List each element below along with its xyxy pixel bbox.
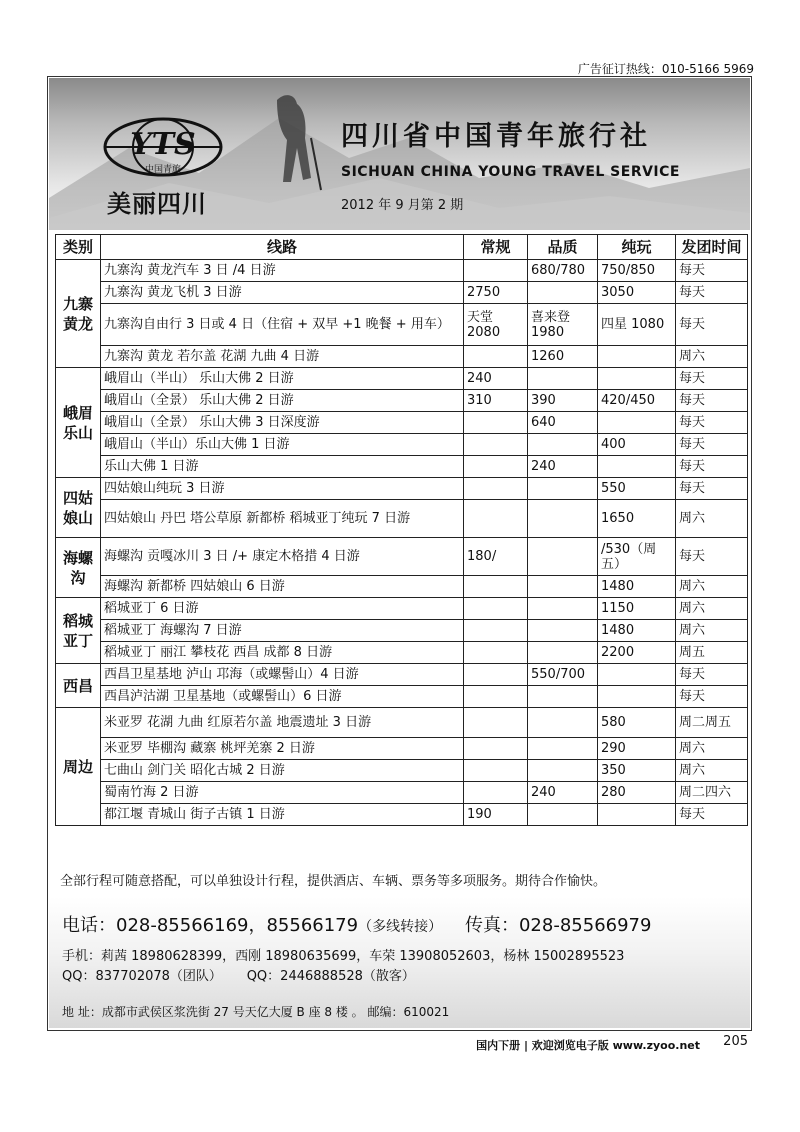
quality-price-cell	[528, 282, 598, 304]
pure-price-cell	[598, 456, 676, 478]
regular-price-cell: 240	[464, 368, 528, 390]
quality-price-cell: 640	[528, 412, 598, 434]
category-cell: 海螺 沟	[56, 538, 101, 598]
agency-title-en: SICHUAN CHINA YOUNG TRAVEL SERVICE	[341, 164, 680, 180]
header-regular: 常规	[464, 235, 528, 260]
regular-price-cell: 天堂 2080	[464, 304, 528, 346]
qq-individual: QQ：2446888528（散客）	[246, 969, 415, 984]
logo-text: YTS	[130, 127, 196, 162]
quality-price-cell: 240	[528, 782, 598, 804]
quality-price-cell	[528, 686, 598, 708]
regular-price-cell: 310	[464, 390, 528, 412]
departure-cell: 周六	[676, 620, 748, 642]
phone-line	[62, 911, 651, 937]
quality-price-cell	[528, 576, 598, 598]
route-cell: 西昌泸沽湖 卫星基地（或螺髻山）6 日游	[101, 686, 464, 708]
regular-price-cell	[464, 760, 528, 782]
departure-cell: 周二周五	[676, 708, 748, 738]
mobile-line: 手机：莉茜 18980628399，西刚 18980635699，车荣 13908052603，杨林 15002895523	[62, 949, 625, 964]
route-cell: 九寨沟 黄龙飞机 3 日游	[101, 282, 464, 304]
pure-price-cell: 1650	[598, 500, 676, 538]
pure-price-cell: 1480	[598, 620, 676, 642]
table-row	[56, 412, 748, 434]
route-cell: 乐山大佛 1 日游	[101, 456, 464, 478]
route-cell: 西昌卫星基地 泸山 邛海（或螺髻山）4 日游	[101, 664, 464, 686]
departure-cell: 每天	[676, 304, 748, 346]
address-line: 地 址：成都市武侯区浆洗街 27 号天亿大厦 B 座 8 楼 。 邮编：610021	[62, 1005, 450, 1019]
route-cell: 九寨沟 黄龙汽车 3 日 /4 日游	[101, 260, 464, 282]
page-frame	[47, 76, 752, 1031]
service-note: 全部行程可随意搭配，可以单独设计行程，提供酒店、车辆、票务等多项服务。期待合作愉快。	[60, 874, 607, 889]
regular-price-cell	[464, 412, 528, 434]
pure-price-cell: 280	[598, 782, 676, 804]
table-row	[56, 664, 748, 686]
quality-price-cell: 1260	[528, 346, 598, 368]
quality-price-cell	[528, 368, 598, 390]
quality-price-cell	[528, 538, 598, 576]
route-cell: 米亚罗 花湖 九曲 红原若尔盖 地震遗址 3 日游	[101, 708, 464, 738]
quality-price-cell	[528, 598, 598, 620]
regular-price-cell	[464, 620, 528, 642]
category-cell: 四姑 娘山	[56, 478, 101, 538]
table-row	[56, 642, 748, 664]
departure-cell: 每天	[676, 434, 748, 456]
table-row	[56, 620, 748, 642]
table-row	[56, 304, 748, 346]
route-cell: 峨眉山（全景） 乐山大佛 2 日游	[101, 390, 464, 412]
departure-cell: 每天	[676, 282, 748, 304]
table-row	[56, 434, 748, 456]
table-row	[56, 456, 748, 478]
regular-price-cell	[464, 260, 528, 282]
regular-price-cell	[464, 434, 528, 456]
table-row	[56, 478, 748, 500]
route-cell: 峨眉山（半山）乐山大佛 1 日游	[101, 434, 464, 456]
quality-price-cell: 喜来登 1980	[528, 304, 598, 346]
table-row	[56, 390, 748, 412]
regular-price-cell	[464, 738, 528, 760]
route-cell: 四姑娘山 丹巴 塔公草原 新都桥 稻城亚丁纯玩 7 日游	[101, 500, 464, 538]
quality-price-cell: 680/780	[528, 260, 598, 282]
departure-cell: 周五	[676, 642, 748, 664]
pure-price-cell: 四星 1080	[598, 304, 676, 346]
pure-price-cell: 550	[598, 478, 676, 500]
quality-price-cell	[528, 642, 598, 664]
route-cell: 蜀南竹海 2 日游	[101, 782, 464, 804]
regular-price-cell	[464, 664, 528, 686]
route-cell: 稻城亚丁 6 日游	[101, 598, 464, 620]
pure-price-cell	[598, 346, 676, 368]
fax-label: 传真：	[464, 915, 519, 936]
regular-price-cell	[464, 478, 528, 500]
header-quality: 品质	[528, 235, 598, 260]
routes-body	[56, 260, 748, 826]
route-cell: 九寨沟自由行 3 日或 4 日（住宿 + 双早 +1 晚餐 + 用车）	[101, 304, 464, 346]
quality-price-cell	[528, 478, 598, 500]
regular-price-cell	[464, 686, 528, 708]
pure-price-cell: 1480	[598, 576, 676, 598]
pure-price-cell	[598, 686, 676, 708]
pure-price-cell	[598, 412, 676, 434]
departure-cell: 每天	[676, 538, 748, 576]
header-category: 类别	[56, 235, 101, 260]
table-row	[56, 598, 748, 620]
departure-cell: 每天	[676, 804, 748, 826]
issue-date: 2012 年 9 月第 2 期	[341, 198, 464, 213]
table-row	[56, 500, 748, 538]
pure-price-cell: 290	[598, 738, 676, 760]
quality-price-cell	[528, 434, 598, 456]
departure-cell: 周六	[676, 346, 748, 368]
regular-price-cell	[464, 782, 528, 804]
brand-slogan: 美丽四川	[107, 189, 207, 218]
table-row	[56, 760, 748, 782]
departure-cell: 每天	[676, 390, 748, 412]
departure-cell: 每天	[676, 478, 748, 500]
route-cell: 九寨沟 黄龙 若尔盖 花湖 九曲 4 日游	[101, 346, 464, 368]
phone-label: 电话：	[62, 915, 116, 936]
route-cell: 峨眉山（全景） 乐山大佛 3 日深度游	[101, 412, 464, 434]
route-cell: 七曲山 剑门关 昭化古城 2 日游	[101, 760, 464, 782]
regular-price-cell: 190	[464, 804, 528, 826]
route-cell: 海螺沟 新都桥 四姑娘山 6 日游	[101, 576, 464, 598]
departure-cell: 每天	[676, 686, 748, 708]
pure-price-cell: 2200	[598, 642, 676, 664]
table-row	[56, 538, 748, 576]
qq-team: QQ：837702078（团队）	[62, 969, 222, 984]
quality-price-cell	[528, 738, 598, 760]
route-cell: 米亚罗 毕棚沟 藏寨 桃坪羌寨 2 日游	[101, 738, 464, 760]
fax-number: 028-85566979	[518, 915, 652, 936]
table-row	[56, 804, 748, 826]
table-row	[56, 708, 748, 738]
header-banner	[49, 78, 750, 230]
route-cell: 稻城亚丁 丽江 攀枝花 西昌 成都 8 日游	[101, 642, 464, 664]
pure-price-cell	[598, 368, 676, 390]
table-row	[56, 282, 748, 304]
category-cell: 西昌	[56, 664, 101, 708]
departure-cell: 周六	[676, 500, 748, 538]
regular-price-cell	[464, 456, 528, 478]
table-row	[56, 576, 748, 598]
quality-price-cell	[528, 760, 598, 782]
quality-price-cell: 550/700	[528, 664, 598, 686]
pure-price-cell: 350	[598, 760, 676, 782]
table-row	[56, 782, 748, 804]
route-cell: 都江堰 青城山 街子古镇 1 日游	[101, 804, 464, 826]
regular-price-cell	[464, 642, 528, 664]
quality-price-cell	[528, 620, 598, 642]
header-departure: 发团时间	[676, 235, 748, 260]
table-header-row	[56, 235, 748, 260]
qq-line	[62, 965, 415, 984]
quality-price-cell: 240	[528, 456, 598, 478]
pure-price-cell: 750/850	[598, 260, 676, 282]
pure-price-cell: 580	[598, 708, 676, 738]
logo-subtext: 中国青旅	[144, 165, 182, 175]
regular-price-cell	[464, 500, 528, 538]
category-cell: 九寨 黄龙	[56, 260, 101, 368]
route-cell: 四姑娘山纯玩 3 日游	[101, 478, 464, 500]
agency-title-cn: 四川省中国青年旅行社	[341, 121, 651, 152]
regular-price-cell	[464, 576, 528, 598]
table-row	[56, 368, 748, 390]
route-cell: 峨眉山（半山） 乐山大佛 2 日游	[101, 368, 464, 390]
departure-cell: 每天	[676, 412, 748, 434]
table-row	[56, 686, 748, 708]
departure-cell: 周六	[676, 576, 748, 598]
header-pure: 纯玩	[598, 235, 676, 260]
phone-note: （多线转接）	[358, 919, 443, 935]
page-number: 205	[723, 1034, 748, 1049]
pure-price-cell: 3050	[598, 282, 676, 304]
pure-price-cell: 420/450	[598, 390, 676, 412]
pure-price-cell: 400	[598, 434, 676, 456]
regular-price-cell: 180/	[464, 538, 528, 576]
routes-table	[55, 234, 748, 826]
regular-price-cell	[464, 708, 528, 738]
route-cell: 稻城亚丁 海螺沟 7 日游	[101, 620, 464, 642]
pure-price-cell	[598, 804, 676, 826]
category-cell: 周边	[56, 708, 101, 826]
phone-numbers[interactable]: 028-85566169，85566179	[116, 915, 359, 936]
regular-price-cell	[464, 346, 528, 368]
pure-price-cell	[598, 664, 676, 686]
departure-cell: 周六	[676, 598, 748, 620]
departure-cell: 每天	[676, 260, 748, 282]
departure-cell: 周六	[676, 760, 748, 782]
footer-text: 国内下册 | 欢迎浏览电子版 www.zyoo.net	[476, 1039, 700, 1052]
departure-cell: 每天	[676, 368, 748, 390]
category-cell: 稻城 亚丁	[56, 598, 101, 664]
departure-cell: 周六	[676, 738, 748, 760]
departure-cell: 周二四六	[676, 782, 748, 804]
quality-price-cell	[528, 500, 598, 538]
departure-cell: 每天	[676, 664, 748, 686]
quality-price-cell: 390	[528, 390, 598, 412]
quality-price-cell	[528, 708, 598, 738]
table-row	[56, 260, 748, 282]
table-row	[56, 346, 748, 368]
table-row	[56, 738, 748, 760]
category-cell: 峨眉 乐山	[56, 368, 101, 478]
regular-price-cell: 2750	[464, 282, 528, 304]
quality-price-cell	[528, 804, 598, 826]
header-route: 线路	[101, 235, 464, 260]
pure-price-cell: /530（周五）	[598, 538, 676, 576]
regular-price-cell	[464, 598, 528, 620]
pure-price-cell: 1150	[598, 598, 676, 620]
departure-cell: 每天	[676, 456, 748, 478]
yts-logo-icon	[101, 114, 225, 180]
ad-hotline: 广告征订热线：010-5166 5969	[577, 62, 754, 76]
route-cell: 海螺沟 贡嘎冰川 3 日 /+ 康定木格措 4 日游	[101, 538, 464, 576]
